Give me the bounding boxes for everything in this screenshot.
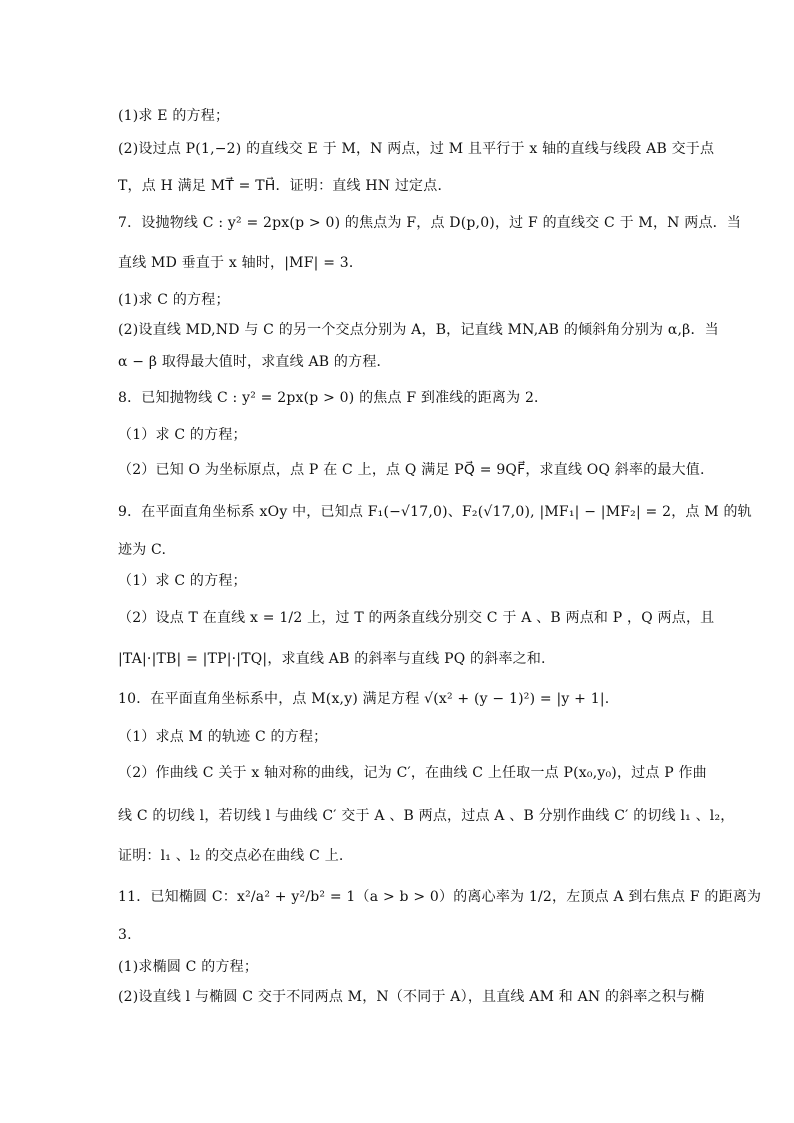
question-7-line: 7．设抛物线 C : y² = 2px(p > 0) 的焦点为 F，点 D(p,0)，过 F 的直线交 C 于 M，N 两点．当 [118,215,742,231]
text-line: 证明：l₁ 、l₂ 的交点必在曲线 C 上. [118,848,344,864]
text-line: 迹为 C. [118,542,167,558]
text-line: （2）已知 O 为坐标原点，点 P 在 C 上，点 Q 满足 PQ⃗ = 9QF⃗，求直线 OQ 斜率的最大值. [118,462,705,478]
text-line: (2)设直线 l 与椭圆 C 交于不同两点 M，N（不同于 A），且直线 AM 和 AN 的斜率之积与椭 [118,989,705,1005]
text-line: (2)设直线 MD,ND 与 C 的另一个交点分别为 A，B，记直线 MN,AB 的倾斜角分别为 α,β．当 [118,322,719,338]
text-line: （2）设点 T 在直线 x = 1/2 上，过 T 的两条直线分别交 C 于 A 、B 两点和 P ，Q 两点，且 [118,610,715,626]
text-line: |TA|·|TB| = |TP|·|TQ|，求直线 AB 的斜率与直线 PQ 的斜率之和. [118,651,546,667]
question-10-line: 10．在平面直角坐标系中，点 M(x,y) 满足方程 √(x² + (y − 1)²) = |y + 1|. [118,691,610,707]
text-line: T，点 H 满足 MT⃗ = TH⃗．证明：直线 HN 过定点． [118,178,452,194]
text-line: (1)求 E 的方程； [118,108,230,124]
text-line: （1）求 C 的方程； [118,427,247,443]
text-line: (1)求椭圆 C 的方程； [118,959,259,975]
question-8-line: 8．已知抛物线 C : y² = 2px(p > 0) 的焦点 F 到准线的距离为 2． [118,390,549,406]
text-line: (1)求 C 的方程； [118,292,230,308]
text-line: α − β 取得最大值时，求直线 AB 的方程． [118,354,391,370]
text-line: 线 C 的切线 l，若切线 l 与曲线 C′ 交于 A 、B 两点，过点 A 、B 分别作曲线 C′ 的切线 l₁ 、l₂， [118,808,735,824]
text-line: （2）作曲线 C 关于 x 轴对称的曲线，记为 C′，在曲线 C 上任取一点 P(x₀,y₀)，过点 P 作曲 [118,765,707,781]
text-line: （1）求 C 的方程； [118,573,247,589]
question-11-line: 11．已知椭圆 C：x²/a² + y²/b² = 1（a > b > 0）的离心率为 1/2，左顶点 A 到右焦点 F 的距离为 [118,889,762,905]
text-line: (2)设过点 P(1,−2) 的直线交 E 于 M，N 两点，过 M 且平行于 x 轴的直线与线段 AB 交于点 [118,141,715,157]
text-line: （1）求点 M 的轨迹 C 的方程； [118,729,328,745]
question-9-line: 9．在平面直角坐标系 xOy 中，已知点 F₁(−√17,0)、F₂(√17,0), |MF₁| − |MF₂| = 2，点 M 的轨 [118,504,752,520]
text-line: 直线 MD 垂直于 x 轴时，|MF| = 3． [118,255,364,271]
text-line: 3. [118,927,132,943]
